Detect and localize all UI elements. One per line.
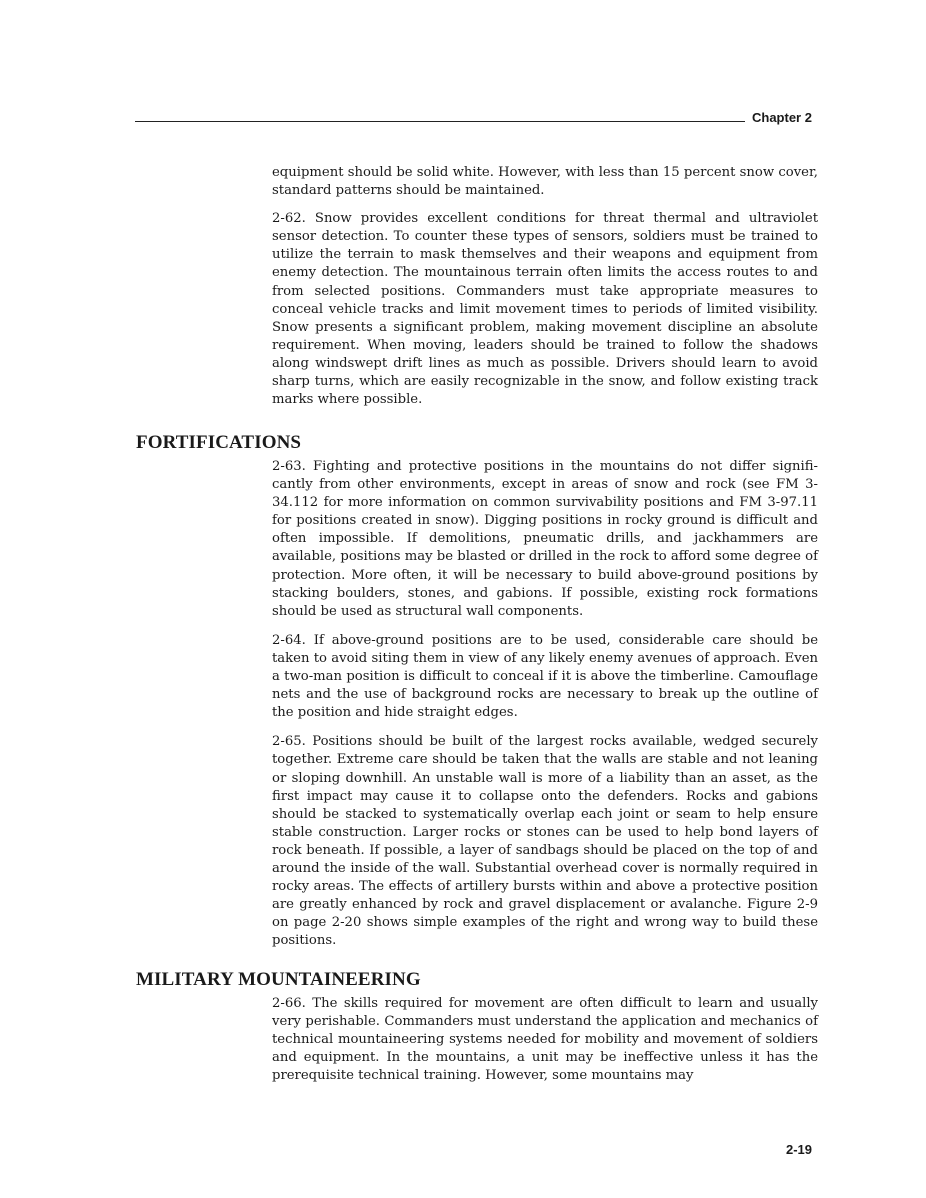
paragraph-2-65: 2-65. Positions should be built of the largest rocks available, wedged securely together. Extreme care should be taken that the walls are stable and not leaning or sloping downhill. An unstable wall is more of a liability than an asset, as the first impact may cause it to collapse onto the defenders. Rocks and gabions should be stacked to systematically overlap each joint or seam to help ensure stable construction. Larger rocks or stones can be used to help bond layers of rock beneath. If possible, a layer of sandbags should be placed on the top of and around the inside of the wall. Substantial overhead cover is normally required in rocky areas. The effects of artillery bursts within and above a protective position are greatly enhanced by rock and gravel displacement or avalanche. Figure 2-9 on page 2-20 shows simple examples of the right and wrong way to build these positions. (272, 734, 818, 949)
page-number: 2-19 (786, 1142, 813, 1157)
heading-military-mountaineering: MILITARY MOUNTAINEERING (136, 969, 421, 990)
heading-fortifications: FORTIFICATIONS (136, 432, 302, 453)
paragraph-2-63: 2-63. Fighting and protective positions in the mountains do not differ significantly from other environments, except in areas of snow and rock (see FM 3-​34.112 for more information on common survivability positions and FM 3-​97.11 for positions created in snow). Digging positions in rocky ground is difficult and often impossible. If demolitions, pneumatic drills, and jackhammers are available, positions may be blasted or drilled in the rock to afford some degree of protection. More often, it will be necessary to build above-​ground positions by stacking boulders, stones, and gabions. If possible, existing rock formations should be used as structural wall components. (272, 459, 818, 619)
paragraph-2-64: 2-64. If above-ground positions are to be used, considerable care should be taken to avoid siting them in view of any likely enemy avenues of approach. Even a two-man position is difficult to conceal if it is above the timberline. Camouflage nets and the use of background rocks are necessary to break up the outline of the position and hide straight edges. (272, 632, 818, 721)
header-rule (135, 121, 745, 122)
paragraph-continued: equipment should be solid white. However, with less than 15 percent snow cover, standard patterns should be maintained. (272, 165, 818, 199)
chapter-label: Chapter 2 (752, 110, 812, 125)
section-intro-text (272, 164, 818, 409)
paragraph-2-66: 2-66. The skills required for movement are often difficult to learn and usually very perishable. Commanders must understand the application and mechanics of technical mountaineering systems needed for mobility and movement of soldiers and equipment. In the mountains, a unit may be ineffective unless it has the prerequisite technical training. However, some mountains may (272, 996, 818, 1084)
paragraph-2-62: 2-62. Snow provides excellent conditions for threat thermal and ultraviolet sensor detection. To counter these types of sensors, soldiers must be trained to utilize the terrain to mask themselves and their weapons and equipment from enemy detection. The mountainous terrain often limits the access routes to and from selected positions. Commanders must take appropriate measures to conceal vehicle tracks and limit movement times to periods of limited visibility. Snow presents a significant problem, making movement discipline an absolute requirement. When moving, leaders should be trained to follow the shadows along windswept drift lines as much as possible. Drivers should learn to avoid sharp turns, which are easily recognizable in the snow, and follow existing track marks where possible. (272, 211, 818, 408)
section-fortifications-text (272, 458, 818, 950)
section-mountaineering-text (272, 995, 818, 1085)
